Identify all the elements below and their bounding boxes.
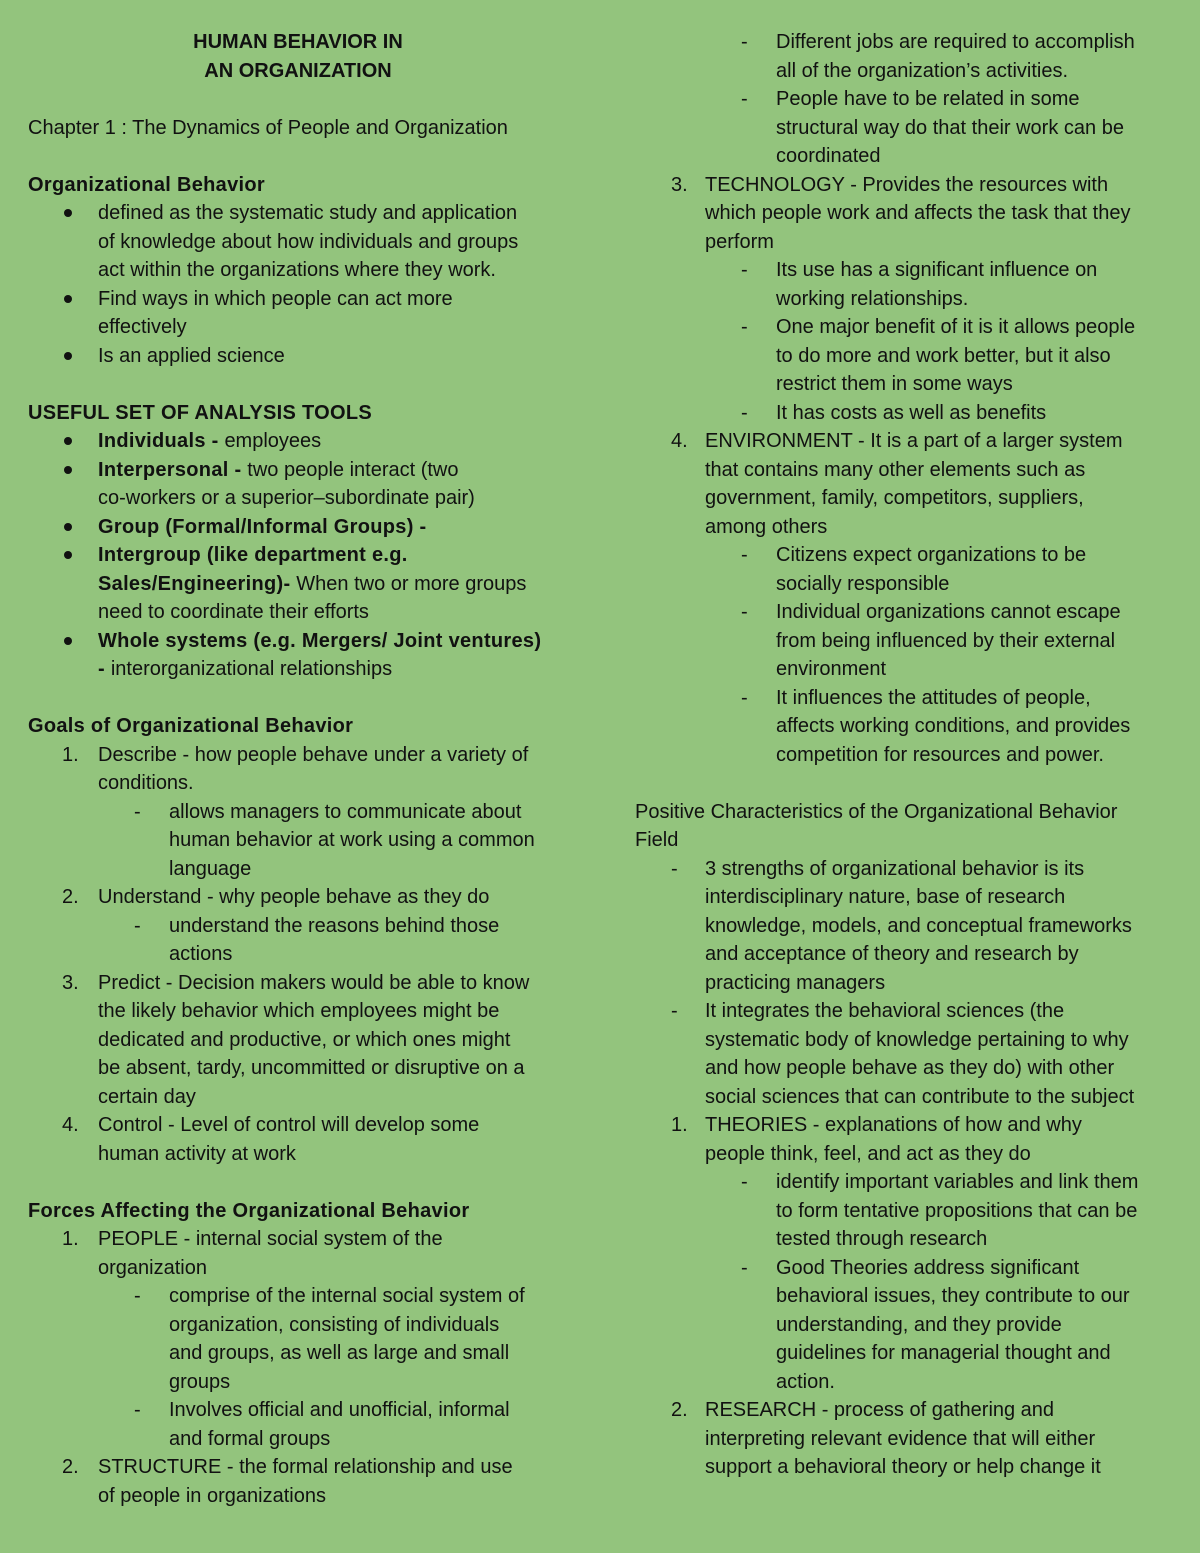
term-description: When two or more groups [296,572,527,595]
dash-item [635,997,1185,1111]
numbered-item [28,1453,588,1510]
item-text-line: Understand - why people behave as they do [98,886,490,908]
item-text-line [28,427,588,456]
left-column [28,28,588,1510]
dash-item [635,313,1185,399]
item-text-line: structural way do that their work can be [776,116,1124,139]
dash-item [635,598,1185,684]
dash-icon: - [671,857,678,880]
bold-term: Whole systems (e.g. Mergers/ Joint ventures) [98,629,542,652]
dash-icon: - [741,88,748,110]
dash-item [635,1254,1185,1397]
item-text-line: from being influenced by their external [776,629,1116,652]
spacer [28,85,588,114]
item-text-line: government, family, competitors, suppliers, [705,487,1084,509]
item-text-line: ENVIRONMENT - It is a part of a larger system [705,430,1123,452]
item-number: 3. [671,173,688,196]
numbered-item [28,1111,588,1168]
section-heading: Organizational Behavior [28,173,265,196]
item-text-line: THEORIES - explanations of how and why [705,1114,1082,1136]
item-text-line: Involves official and unofficial, informal [169,1399,510,1421]
bullet-item [28,199,588,285]
dash-item [28,798,588,884]
bullet-icon [64,427,72,456]
item-text-line: the likely behavior which employees might be [98,1000,500,1022]
item-text-line: all of the organization’s activities. [776,59,1069,82]
item-text-line: Citizens expect organizations to be [776,544,1087,566]
section-heading: Goals of Organizational Behavior [28,715,354,737]
item-text-line: which people work and affects the task that they [705,202,1131,224]
dash-icon: - [741,1171,748,1193]
numbered-item [635,171,1185,257]
item-text-line: It influences the attitudes of people, [776,686,1091,709]
item-text-line: perform [705,230,774,253]
item-text-line: act within the organizations where they work. [98,259,496,281]
item-text-line: practicing managers [705,971,886,994]
item-number: 1. [62,743,79,766]
item-text-line [28,655,588,684]
bullet-icon [64,285,72,314]
numbered-item [28,1225,588,1282]
numbered-item [28,741,588,798]
item-text-line: One major benefit of it is it allows people [776,316,1136,338]
item-text-line: tested through research [776,1228,988,1250]
item-text-line: Is an applied science [98,344,285,367]
item-text-line: dedicated and productive, or which ones might [98,1028,511,1051]
dash-item [28,1282,588,1396]
dash-item [28,912,588,969]
item-text-line: People have to be related in some [776,88,1080,110]
item-text-line: groups [169,1370,231,1393]
item-text-line: RESEARCH - process of gathering and [705,1399,1055,1421]
item-text-line: of people in organizations [98,1484,326,1507]
bullet-icon [64,456,72,485]
dash-icon: - [134,914,141,937]
item-text-line: competition for resources and power. [776,743,1104,766]
term-description: interorganizational relationships [110,658,393,680]
bullet-item [28,342,588,371]
item-number: 4. [62,1114,79,1136]
item-text-line: restrict them in some ways [776,373,1013,395]
item-text-line: human activity at work [98,1142,296,1165]
dash-icon: - [741,686,748,709]
item-text-line: Predict - Decision makers would be able to know [98,971,530,994]
item-text-line: human behavior at work using a common [169,829,535,851]
item-number: 2. [62,886,79,908]
bullet-item [28,627,588,684]
spacer [635,769,1185,798]
item-text-line: actions [169,943,233,965]
item-text-line: identify important variables and link them [776,1171,1139,1193]
item-text-line: and groups, as well as large and small [169,1342,510,1364]
item-text-line: interdisciplinary nature, base of research [705,886,1066,908]
item-text-line: action. [776,1370,835,1393]
bullet-item [28,513,588,542]
item-text-line: effectively [98,316,187,338]
item-text-line: Control - Level of control will develop some [98,1114,480,1136]
dash-icon: - [741,316,748,338]
item-text-line: social sciences that can contribute to the subject [705,1085,1135,1108]
numbered-item [28,969,588,1112]
item-text-line: to do more and work better, but it also [776,344,1111,367]
item-number: 1. [62,1228,79,1250]
item-text-line: 3 strengths of organizational behavior is its [705,857,1085,880]
numbered-item [28,883,588,912]
spacer [28,1168,588,1197]
item-text-line: understanding, and they provide [776,1313,1062,1336]
dash-icon: - [134,800,141,823]
dash-icon: - [134,1399,141,1421]
item-text-line: Find ways in which people can act more [98,287,453,310]
item-text-line: working relationships. [776,287,969,310]
bullet-icon [64,513,72,542]
item-text-line: Individual organizations cannot escape [776,601,1121,623]
item-text-line: Its use has a significant influence on [776,259,1098,281]
item-text-line: of knowledge about how individuals and groups [98,230,519,253]
item-text-line: be absent, tardy, uncommitted or disruptive on a [98,1057,525,1079]
item-text-line [28,456,588,485]
item-text-line: Describe - how people behave under a variety of [98,743,529,766]
term-description: two people interact (two [247,458,459,481]
item-text-line: coordinated [776,145,881,167]
item-text-line: allows managers to communicate about [169,800,522,823]
item-text-line: Good Theories address significant [776,1256,1080,1279]
dash-item [635,541,1185,598]
item-text-line: among others [705,515,828,538]
bullet-icon [64,342,72,371]
item-text-line: socially responsible [776,572,950,595]
bold-term: - [98,658,111,680]
item-text-line: It has costs as well as benefits [776,401,1047,424]
item-text-line: systematic body of knowledge pertaining to why [705,1028,1129,1051]
item-text-line: and acceptance of theory and research by [705,943,1079,965]
bold-term: Group (Formal/Informal Groups) - [98,515,427,538]
dash-item [28,1396,588,1453]
dash-item [635,1168,1185,1254]
item-number: 4. [671,430,688,452]
spacer [28,684,588,713]
item-text-line: that contains many other elements such as [705,458,1086,481]
item-text-line: language [169,857,252,880]
item-number: 1. [671,1114,688,1136]
item-text-line: interpreting relevant evidence that will either [705,1427,1096,1450]
item-text-line: organization [98,1256,207,1279]
body-text: Positive Characteristics of the Organizational Behavior [635,800,1118,823]
numbered-item [635,1111,1185,1168]
item-text-line: people think, feel, and act as they do [705,1142,1031,1165]
item-text-line [28,570,588,599]
item-text-line: guidelines for managerial thought and [776,1342,1111,1364]
numbered-item [635,1396,1185,1482]
dash-icon: - [671,1000,678,1022]
document-title: HUMAN BEHAVIOR IN [193,31,403,53]
item-number: 3. [62,971,79,994]
item-text-line: co-workers or a superior–subordinate pair) [98,487,475,509]
bullet-item [28,285,588,342]
item-text-line: support a behavioral theory or help change it [705,1456,1101,1478]
item-text-line: It integrates the behavioral sciences (the [705,1000,1065,1022]
bullet-item [28,427,588,456]
dash-item [635,28,1185,85]
dash-icon: - [741,544,748,566]
item-text-line: behavioral issues, they contribute to our [776,1285,1130,1307]
dash-item [635,399,1185,428]
body-text: Chapter 1 : The Dynamics of People and Organization [28,116,508,139]
item-number: 2. [62,1456,79,1478]
dash-item [635,684,1185,770]
spacer [28,370,588,399]
body-text: Field [635,829,679,851]
item-text-line: certain day [98,1085,196,1108]
bold-term: Intergroup (like department e.g. [98,544,408,566]
numbered-item [635,427,1185,541]
term-description: employees [224,430,322,452]
spacer [28,142,588,171]
item-text-line: comprise of the internal social system of [169,1285,525,1307]
item-number: 2. [671,1399,688,1421]
right-column [635,28,1185,1482]
bullet-item [28,456,588,513]
item-text-line [28,513,588,542]
bullet-icon [64,541,72,570]
dash-icon: - [134,1285,141,1307]
dash-icon: - [741,401,748,424]
bullet-icon [64,199,72,228]
item-text-line: Different jobs are required to accomplish [776,31,1135,53]
item-text-line: to form tentative propositions that can be [776,1199,1138,1222]
bullet-icon [64,627,72,656]
dash-item [635,855,1185,998]
item-text-line: conditions. [98,772,194,794]
item-text-line: and how people behave as they do) with other [705,1057,1115,1079]
item-text-line: affects working conditions, and provides [776,715,1131,737]
item-text-line [28,541,588,570]
section-heading: Forces Affecting the Organizational Behavior [28,1199,470,1222]
item-text-line: understand the reasons behind those [169,914,500,937]
bold-term: Interpersonal - [98,458,248,481]
item-text-line: and formal groups [169,1427,331,1450]
section-heading: USEFUL SET OF ANALYSIS TOOLS [28,401,373,424]
bold-term: Individuals - [98,430,225,452]
item-text-line: environment [776,658,887,680]
bold-term: Sales/Engineering)- [98,572,297,595]
item-text-line: PEOPLE - internal social system of the [98,1228,443,1250]
dash-icon: - [741,1256,748,1279]
dash-item [635,256,1185,313]
dash-icon: - [741,601,748,623]
item-text-line: organization, consisting of individuals [169,1313,500,1336]
item-text-line: STRUCTURE - the formal relationship and use [98,1456,513,1478]
item-text-line: TECHNOLOGY - Provides the resources with [705,173,1109,196]
item-text-line: knowledge, models, and conceptual frameworks [705,914,1132,937]
item-text-line: need to coordinate their efforts [98,601,369,623]
dash-icon: - [741,31,748,53]
item-text-line [28,627,588,656]
item-text-line: defined as the systematic study and application [98,202,518,224]
dash-item [635,85,1185,171]
bullet-item [28,541,588,627]
dash-icon: - [741,259,748,281]
document-title: AN ORGANIZATION [204,59,392,82]
